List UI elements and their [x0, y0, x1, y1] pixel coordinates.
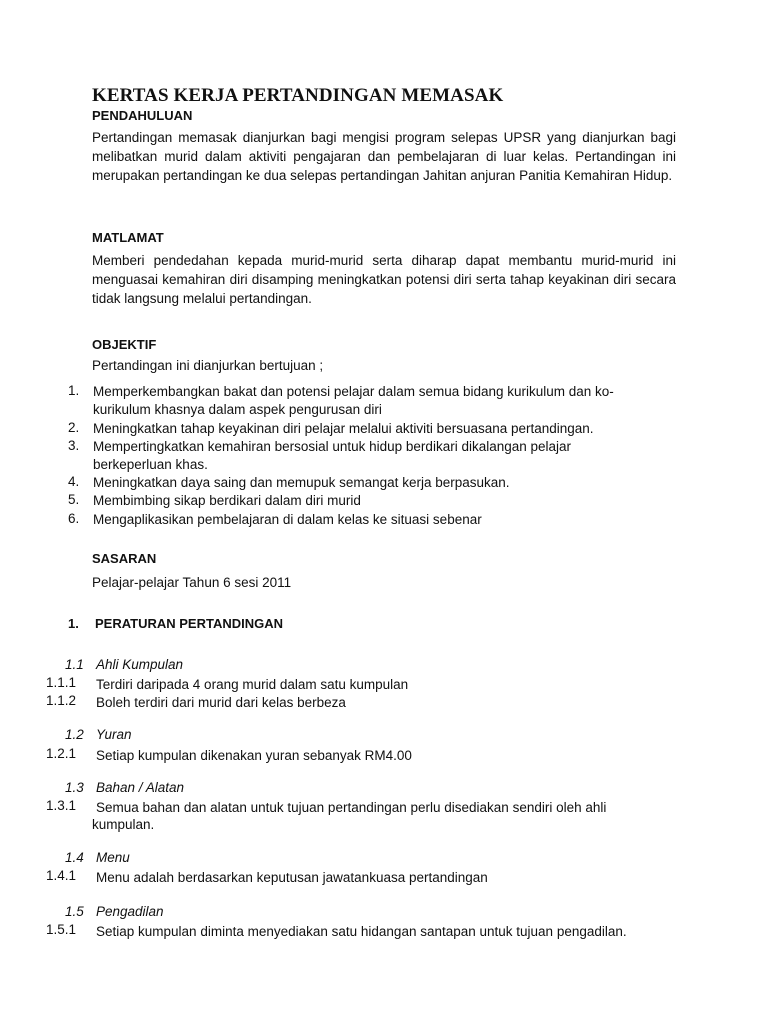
subsection-number: 1.3: [65, 780, 84, 795]
list-item-text: Membimbing sikap berdikari dalam diri murid: [93, 493, 361, 508]
rule-item-text: Terdiri daripada 4 orang murid dalam satu kumpulan: [96, 677, 409, 692]
rule-item-text: Boleh terdiri dari murid dari kelas berbeza: [96, 695, 346, 710]
list-item-number: 2.: [68, 420, 80, 435]
rule-item-text: Semua bahan dan alatan untuk tujuan pertandingan perlu disediakan sendiri oleh ahli: [96, 800, 607, 815]
rule-item-text: Setiap kumpulan dikenakan yuran sebanyak RM4.00: [96, 748, 412, 763]
subsection-title: Pengadilan: [96, 904, 164, 919]
pendahuluan-heading: PENDAHULUAN: [92, 108, 193, 123]
document-title: KERTAS KERJA PERTANDINGAN MEMASAK: [92, 85, 504, 106]
sasaran-heading: SASARAN: [92, 551, 157, 566]
objektif-heading: OBJEKTIF: [92, 337, 157, 352]
list-item-text-continued: berkeperluan khas.: [93, 457, 208, 472]
subsection-title: Ahli Kumpulan: [96, 657, 184, 672]
sasaran-text: Pelajar-pelajar Tahun 6 sesi 2011: [92, 575, 292, 590]
subsection-title: Bahan / Alatan: [96, 780, 185, 795]
rule-item-number: 1.3.1: [46, 798, 77, 813]
rule-item-number: 1.5.1: [46, 922, 77, 937]
rule-item-number: 1.4.1: [46, 868, 77, 883]
list-item-number: 6.: [68, 511, 80, 526]
rule-item-number: 1.2.1: [46, 746, 77, 761]
list-item-text: Mengaplikasikan pembelajaran di dalam kelas ke situasi sebenar: [93, 512, 482, 527]
subsection-title: Menu: [96, 850, 130, 865]
list-item-text: Mempertingkatkan kemahiran bersosial untuk hidup berdikari dikalangan pelajar: [93, 439, 572, 454]
rule-item-number: 1.1.1: [46, 675, 77, 690]
rule-item-text: Menu adalah berdasarkan keputusan jawatankuasa pertandingan: [96, 870, 488, 885]
pendahuluan-paragraph: Pertandingan memasak dianjurkan bagi mengisi program selepas UPSR yang dianjurkan bagi melibatkan murid dalam aktiviti pengajaran dan pembelajaran di luar kelas. Pertandingan ini merupakan pertandingan ke dua selepas pertandingan Jahitan anjuran Panitia Kemahiran Hidup.: [92, 130, 676, 183]
list-item-number: 1.: [68, 383, 80, 398]
subsection-number: 1.1: [65, 657, 84, 672]
list-item-number: 5.: [68, 492, 80, 507]
list-item-number: 3.: [68, 438, 80, 453]
subsection-number: 1.5: [65, 904, 84, 919]
peraturan-heading: PERATURAN PERTANDINGAN: [95, 616, 284, 631]
matlamat-heading: MATLAMAT: [92, 230, 164, 245]
peraturan-number: 1.: [68, 616, 79, 631]
subsection-title: Yuran: [96, 727, 132, 742]
rule-item-text: Setiap kumpulan diminta menyediakan satu hidangan santapan untuk tujuan pengadilan.: [96, 924, 627, 939]
list-item-text: Meningkatkan tahap keyakinan diri pelajar melalui aktiviti bersuasana pertandingan.: [93, 421, 594, 436]
objektif-intro: Pertandingan ini dianjurkan bertujuan ;: [92, 358, 324, 373]
matlamat-paragraph: Memberi pendedahan kepada murid-murid serta diharap dapat membantu murid-murid ini menguasai kemahiran diri disamping meningkatkan potensi diri serta tahap keyakinan diri secara tidak langsung melalui pertandingan.: [92, 253, 676, 306]
list-item-number: 4.: [68, 474, 80, 489]
list-item-text-continued: kurikulum khasnya dalam aspek pengurusan diri: [93, 402, 382, 417]
list-item-text: Memperkembangkan bakat dan potensi pelajar dalam semua bidang kurikulum dan ko-: [93, 384, 614, 399]
list-item-text: Meningkatkan daya saing dan memupuk semangat kerja berpasukan.: [93, 475, 510, 490]
subsection-number: 1.2: [65, 727, 84, 742]
rule-item-number: 1.1.2: [46, 693, 77, 708]
subsection-number: 1.4: [65, 850, 84, 865]
rule-item-text-continued: kumpulan.: [92, 817, 155, 832]
